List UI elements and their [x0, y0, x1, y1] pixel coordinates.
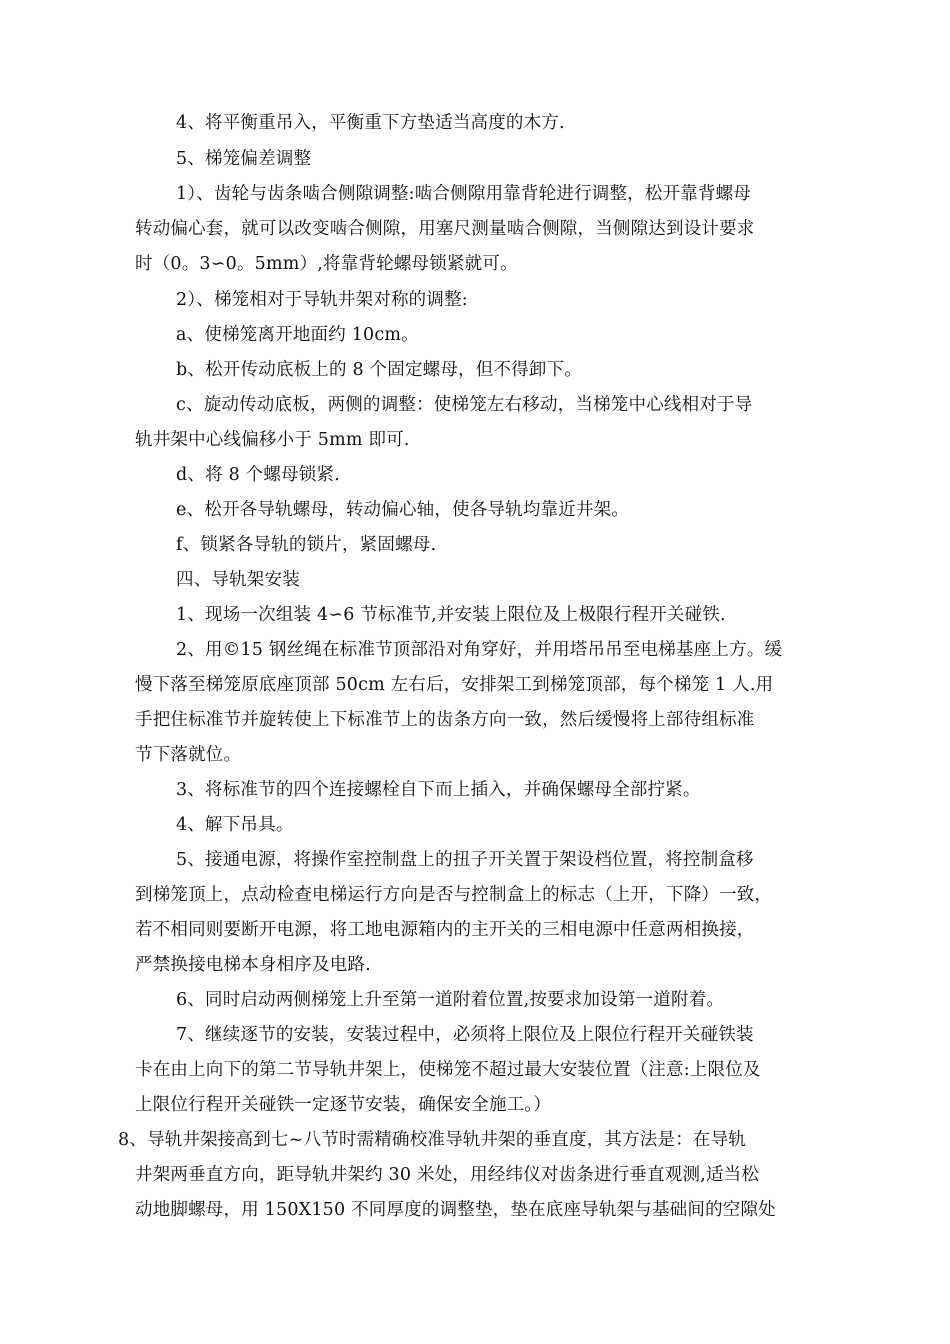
- text-line: f、锁紧各导轨的锁片，紧固螺母.: [176, 535, 437, 555]
- text-line: 动地脚螺母，用 150X150 不同厚度的调整垫，垫在底座导轨架与基础间的空隙处: [135, 1200, 776, 1220]
- text-line: 6、同时启动两侧梯笼上升至第一道附着位置,按要求加设第一道附着。: [176, 990, 725, 1010]
- text-line: a、使梯笼离开地面约 10cm。: [176, 325, 419, 345]
- text-line: 8、导轨井架接高到七~八节时需精确校准导轨井架的垂直度，其方法是：在导轨: [118, 1130, 746, 1150]
- text-line: 2、用©15 钢丝绳在标准节顶部沿对角穿好，并用塔吊吊至电梯基座上方。缓: [176, 640, 783, 660]
- text-line: 时（0。3∽0。5mm）,将靠背轮螺母锁紧就可。: [135, 254, 518, 274]
- text-line: d、将 8 个螺母锁紧.: [176, 465, 340, 485]
- text-line: 2）、梯笼相对于导轨井架对称的调整:: [176, 290, 468, 310]
- text-line: 到梯笼顶上，点动检查电梯运行方向是否与控制盒上的标志（上开，下降）一致，: [135, 885, 773, 905]
- text-line: 慢下落至梯笼原底座顶部 50cm 左右后，安排架工到梯笼顶部，每个梯笼 1 人.用: [135, 675, 774, 695]
- text-line: 1）、齿轮与齿条啮合侧隙调整:啮合侧隙用靠背轮进行调整，松开靠背螺母: [176, 184, 752, 204]
- text-line: 5、接通电源，将操作室控制盘上的扭子开关置于架设档位置，将控制盒移: [176, 850, 754, 870]
- text-line: 若不相同则要断开电源，将工地电源箱内的主开关的三相电源中任意两相换接，: [135, 920, 755, 940]
- section-heading: 四、导轨架安装: [176, 570, 300, 590]
- text-line: 卡在由上向下的第二节导轨井架上，使梯笼不超过最大安装位置（注意:上限位及: [135, 1060, 761, 1080]
- text-line: 7、继续逐节的安装，安装过程中，必须将上限位及上限位行程开关碰铁装: [176, 1025, 754, 1045]
- text-line: 4、将平衡重吊入，平衡重下方垫适当高度的木方.: [176, 113, 565, 133]
- text-line: e、松开各导轨螺母，转动偏心轴，使各导轨均靠近井架。: [176, 500, 630, 520]
- text-line: 严禁换接电梯本身相序及电路.: [135, 955, 371, 975]
- text-line: 手把住标准节并旋转使上下标准节上的齿条方向一致，然后缓慢将上部待组标准: [135, 710, 755, 730]
- text-line: 轨井架中心线偏移小于 5mm 即可.: [135, 430, 410, 450]
- text-line: 节下落就位。: [135, 745, 242, 765]
- text-line: 5、梯笼偏差调整: [176, 149, 312, 169]
- text-line: b、松开传动底板上的 8 个固定螺母，但不得卸下。: [176, 360, 582, 380]
- text-line: c、旋动传动底板，两侧的调整：使梯笼左右移动，当梯笼中心线相对于导: [176, 395, 753, 415]
- text-line: 井架两垂直方向，距导轨井架约 30 米处，用经纬仪对齿条进行垂直观测,适当松: [135, 1165, 760, 1185]
- text-line: 转动偏心套，就可以改变啮合侧隙，用塞尺测量啮合侧隙，当侧隙达到设计要求: [135, 219, 755, 239]
- text-line: 3、将标准节的四个连接螺栓自下而上插入，并确保螺母全部拧紧。: [176, 780, 701, 800]
- text-line: 4、解下吊具。: [176, 815, 294, 835]
- text-line: 1、现场一次组装 4∽6 节标准节,并安装上限位及上极限行程开关碰铁.: [176, 605, 726, 625]
- text-line: 上限位行程开关碰铁一定逐节安装，确保安全施工。）: [135, 1095, 552, 1115]
